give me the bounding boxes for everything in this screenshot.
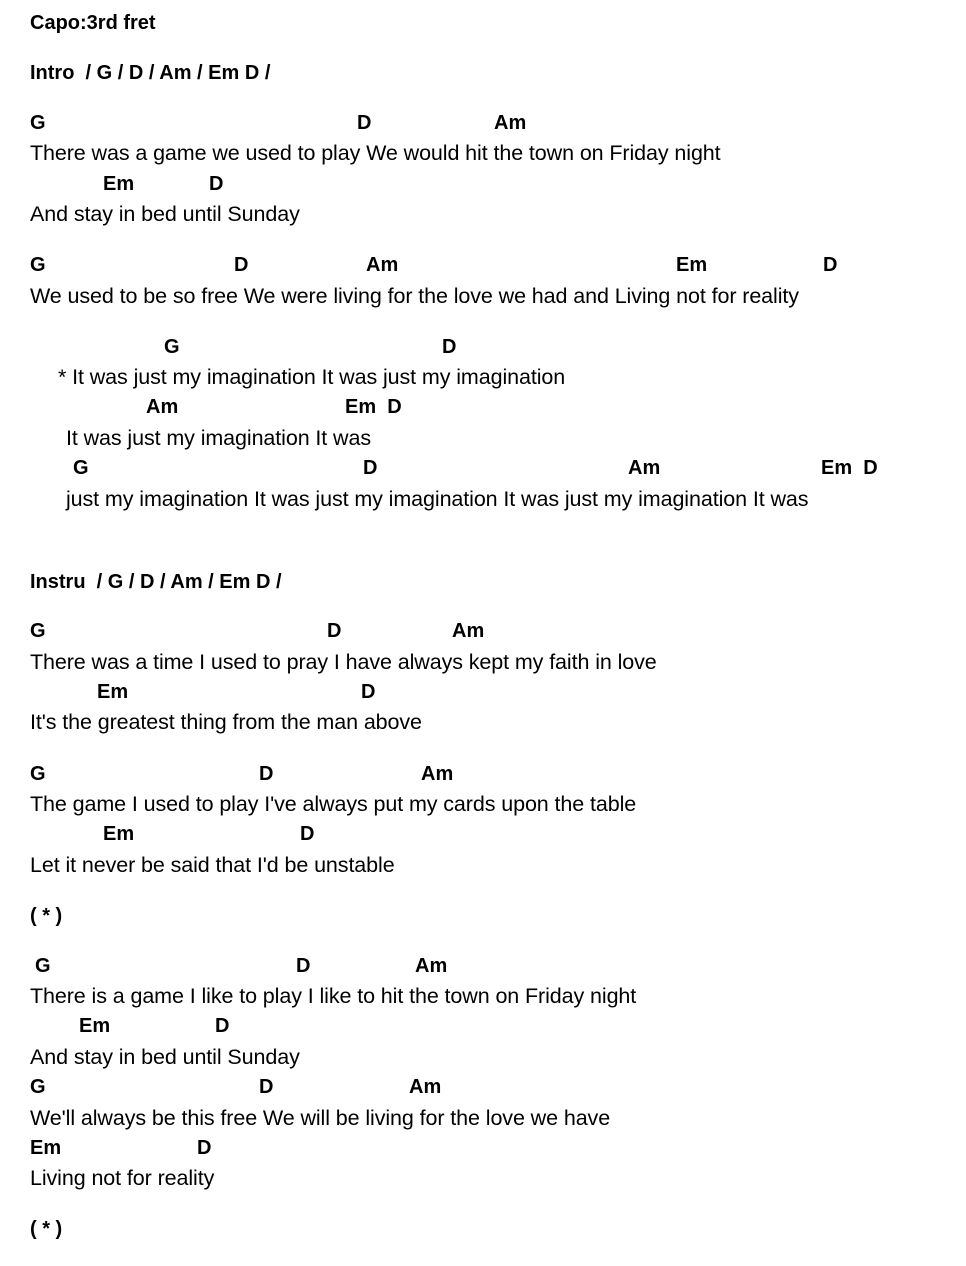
- lyric-line: We used to be so free We were living for the love we had and Living not for reality: [30, 284, 799, 308]
- chord: D: [197, 1137, 212, 1159]
- refrain-marker: ( * ): [30, 905, 63, 927]
- instrumental-line: Instru / G / D / Am / Em D /: [30, 571, 282, 593]
- chord: G: [30, 254, 46, 276]
- refrain-marker: ( * ): [30, 1218, 63, 1240]
- lyric-line: Let it never be said that I'd be unstable: [30, 853, 395, 877]
- chord: Em: [676, 254, 708, 276]
- chord: D: [215, 1015, 230, 1037]
- chord: Am: [628, 457, 661, 479]
- chord: D: [234, 254, 249, 276]
- chord: G: [30, 763, 46, 785]
- chord: Am: [494, 112, 527, 134]
- chord: Am: [409, 1076, 442, 1098]
- chord: Em: [103, 823, 135, 845]
- lyric-line: * It was just my imagination It was just my imagination: [58, 365, 566, 389]
- chord: Em: [103, 173, 135, 195]
- chord: D: [327, 620, 342, 642]
- chord: Em D: [345, 396, 402, 418]
- chord: Am: [452, 620, 485, 642]
- lyric-line: It's the greatest thing from the man above: [30, 710, 422, 734]
- chord: G: [164, 336, 180, 358]
- chord: D: [823, 254, 838, 276]
- chord: Am: [415, 955, 448, 977]
- chord: D: [442, 336, 457, 358]
- chord: D: [259, 1076, 274, 1098]
- chord: D: [296, 955, 311, 977]
- chord: Em: [79, 1015, 111, 1037]
- chord: Am: [146, 396, 179, 418]
- chord: G: [30, 112, 46, 134]
- chord: Em: [97, 681, 129, 703]
- chord: G: [30, 620, 46, 642]
- lyric-line: There was a game we used to play We would hit the town on Friday night: [30, 141, 721, 165]
- lyric-line: There is a game I like to play I like to hit the town on Friday night: [30, 984, 637, 1008]
- lyric-line: There was a time I used to pray I have always kept my faith in love: [30, 650, 657, 674]
- chord: D: [209, 173, 224, 195]
- chord: G: [73, 457, 89, 479]
- lyric-line: And stay in bed until Sunday: [30, 202, 300, 226]
- intro-line: Intro / G / D / Am / Em D /: [30, 62, 271, 84]
- chord: D: [300, 823, 315, 845]
- lyric-line: The game I used to play I've always put my cards upon the table: [30, 792, 637, 816]
- chord: D: [259, 763, 274, 785]
- chord: Am: [366, 254, 399, 276]
- chord: D: [363, 457, 378, 479]
- chord: Em D: [821, 457, 878, 479]
- lyric-line: Living not for reality: [30, 1166, 215, 1190]
- chord: Am: [421, 763, 454, 785]
- chord: D: [357, 112, 372, 134]
- lyric-line: And stay in bed until Sunday: [30, 1045, 300, 1069]
- lyric-line: just my imagination It was just my imagination It was just my imagination It was: [66, 487, 809, 511]
- chord: G: [30, 1076, 46, 1098]
- lyric-line: We'll always be this free We will be living for the love we have: [30, 1106, 611, 1130]
- lyric-line: It was just my imagination It was: [66, 426, 371, 450]
- chord: D: [361, 681, 376, 703]
- chord: Em: [30, 1137, 62, 1159]
- chord: G: [35, 955, 51, 977]
- capo-note: Capo:3rd fret: [30, 12, 156, 34]
